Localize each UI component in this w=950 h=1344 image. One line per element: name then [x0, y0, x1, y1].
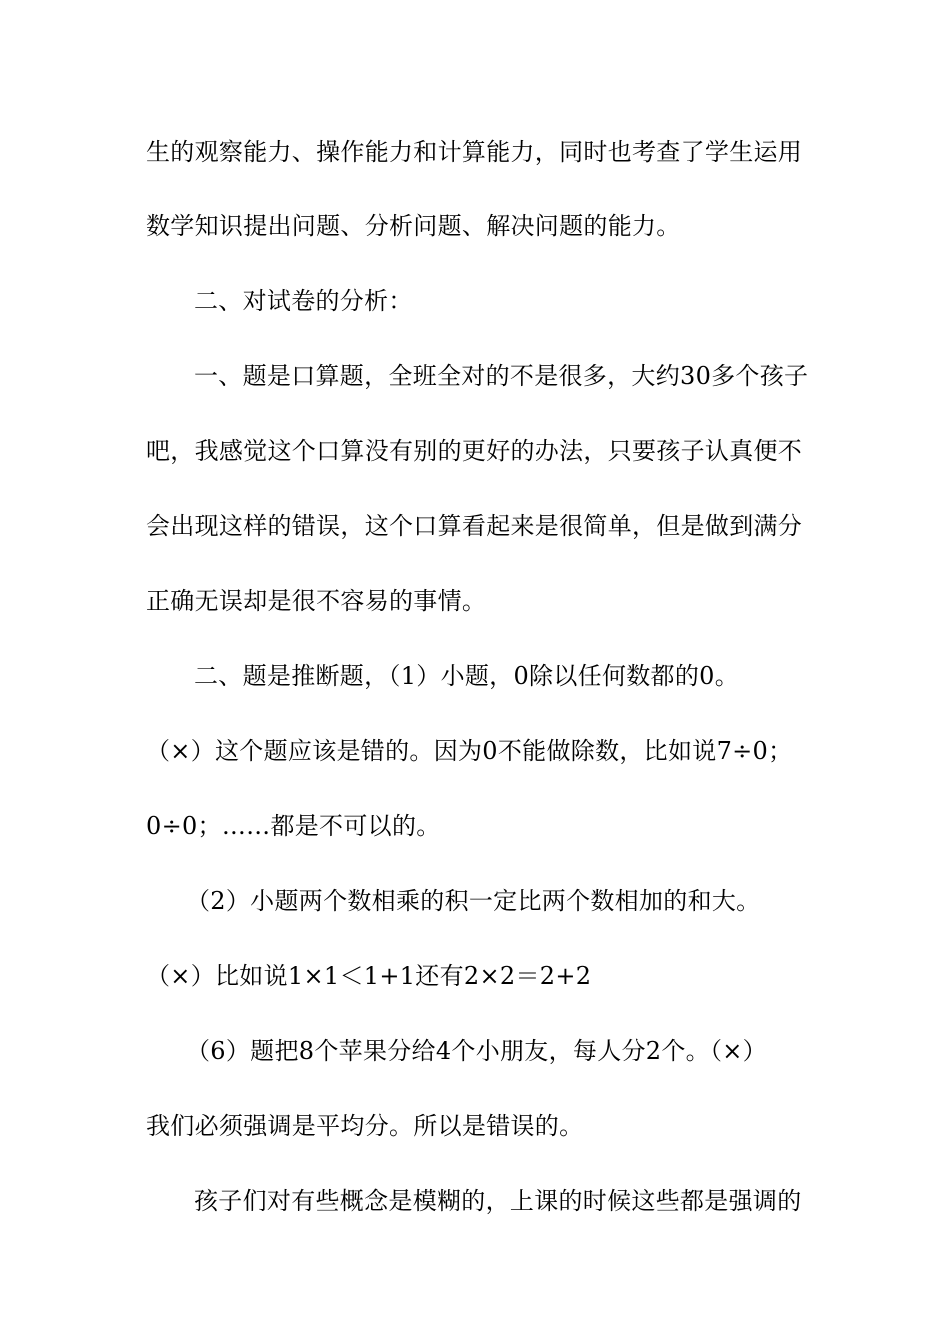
text-line-9: （×）这个题应该是错的。因为0不能做除数，比如说7÷0； — [146, 737, 793, 765]
text-line-7: 正确无误却是很不容易的事情。 — [146, 587, 487, 615]
text-line-5: 吧，我感觉这个口算没有别的更好的办法，只要孩子认真便不 — [146, 437, 803, 465]
text-line-13: （6）题把8个苹果分给4个小朋友，每人分2个。（×） — [186, 1037, 767, 1065]
text-line-10: 0÷0；……都是不可以的。 — [146, 812, 441, 840]
text-line-2: 数学知识提出问题、分析问题、解决问题的能力。 — [146, 212, 681, 240]
text-line-11: （2）小题两个数相乘的积一定比两个数相加的和大。 — [186, 887, 761, 915]
text-line-4: 一、题是口算题，全班全对的不是很多，大约30多个孩子 — [194, 362, 809, 390]
text-line-6: 会出现这样的错误，这个口算看起来是很简单，但是做到满分 — [146, 512, 803, 540]
text-line-12: （×）比如说1×1＜1+1还有2×2＝2+2 — [146, 962, 592, 990]
text-line-1: 生的观察能力、操作能力和计算能力，同时也考查了学生运用 — [146, 138, 803, 166]
text-line-8: 二、题是推断题，（1）小题，0除以任何数都的0。 — [194, 662, 740, 690]
section-heading: 二、对试卷的分析： — [194, 287, 413, 315]
text-line-15: 孩子们对有些概念是模糊的，上课的时候这些都是强调的 — [194, 1187, 802, 1215]
text-line-14: 我们必须强调是平均分。所以是错误的。 — [146, 1112, 584, 1140]
